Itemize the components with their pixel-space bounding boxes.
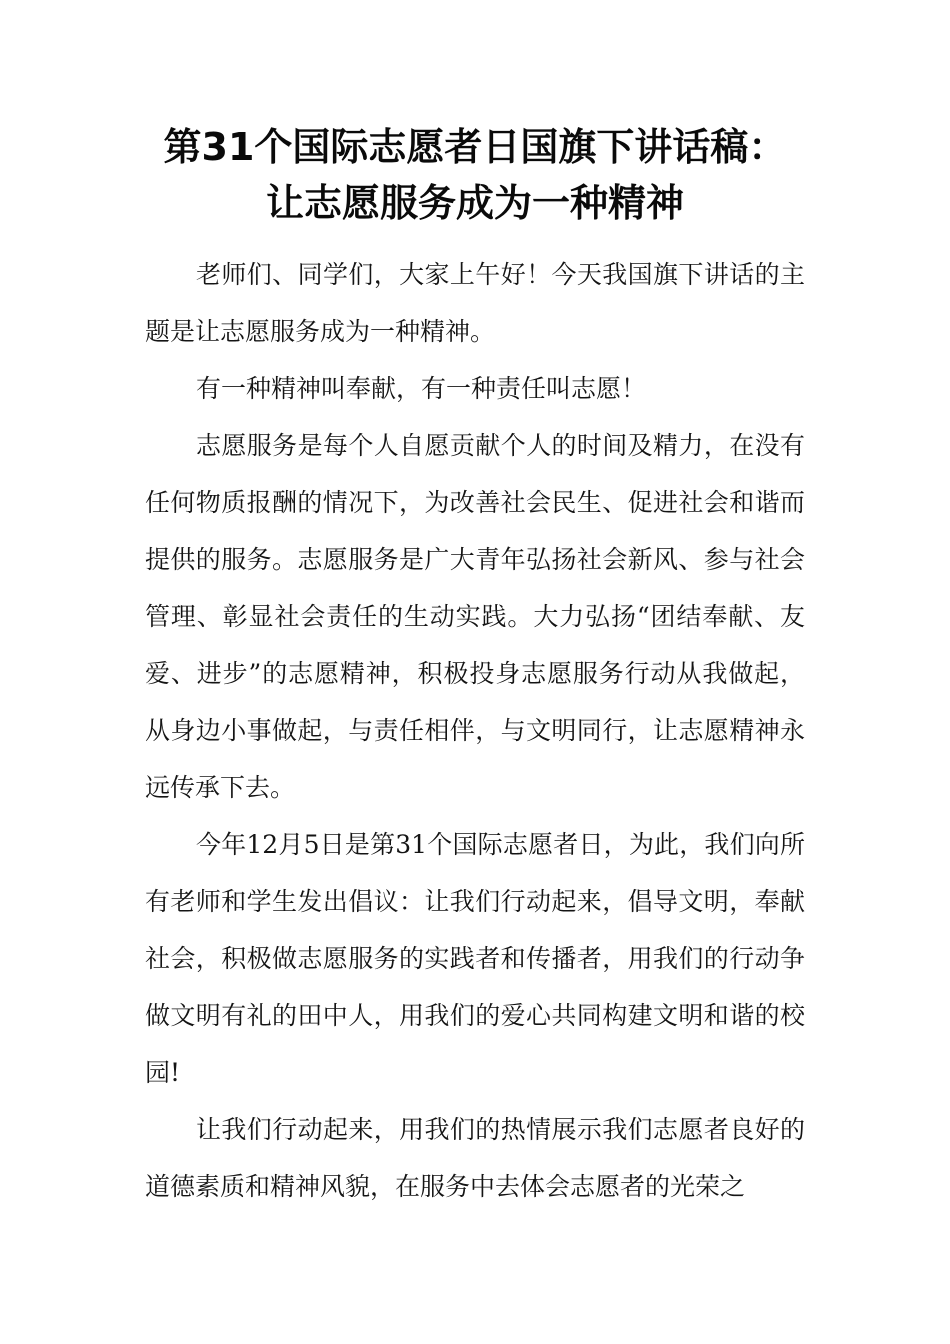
paragraph-motto: 有一种精神叫奉献，有一种责任叫志愿！ (196, 374, 647, 403)
paragraph-call-to-action: 让我们行动起来，用我们的热情展示我们志愿者良好的道德素质和精神风貌，在服务中去体会志愿者的光荣之 (145, 1115, 805, 1201)
paragraph-volunteer-service: 志愿服务是每个人自愿贡献个人的时间及精力，在没有任何物质报酬的情况下，为改善社会民生、促进社会和谐而提供的服务。志愿服务是广大青年弘扬社会新风、参与社会管理、彰显社会责任的生动实践。大力弘扬“团结奉献、友爱、进步”的志愿精神，积极投身志愿服务行动从我做起，从身边小事做起，与责任相伴，与文明同行，让志愿精神永远传承下去。 (145, 431, 805, 802)
paragraph-greeting: 老师们、同学们，大家上午好！今天我国旗下讲话的主题是让志愿服务成为一种精神。 (145, 260, 805, 346)
document-title-line-2: 让志愿服务成为一种精神 (265, 181, 684, 225)
document-title-line-1: 第31个国际志愿者日国旗下讲话稿： (163, 125, 787, 169)
paragraph-volunteer-day: 今年12月5日是第31个国际志愿者日，为此，我们向所有老师和学生发出倡议：让我们行动起来，倡导文明，奉献社会，积极做志愿服务的实践者和传播者，用我们的行动争做文明有礼的田中人，用我们的爱心共同构建文明和谐的校园! (145, 830, 805, 1087)
document-body (145, 246, 805, 1215)
